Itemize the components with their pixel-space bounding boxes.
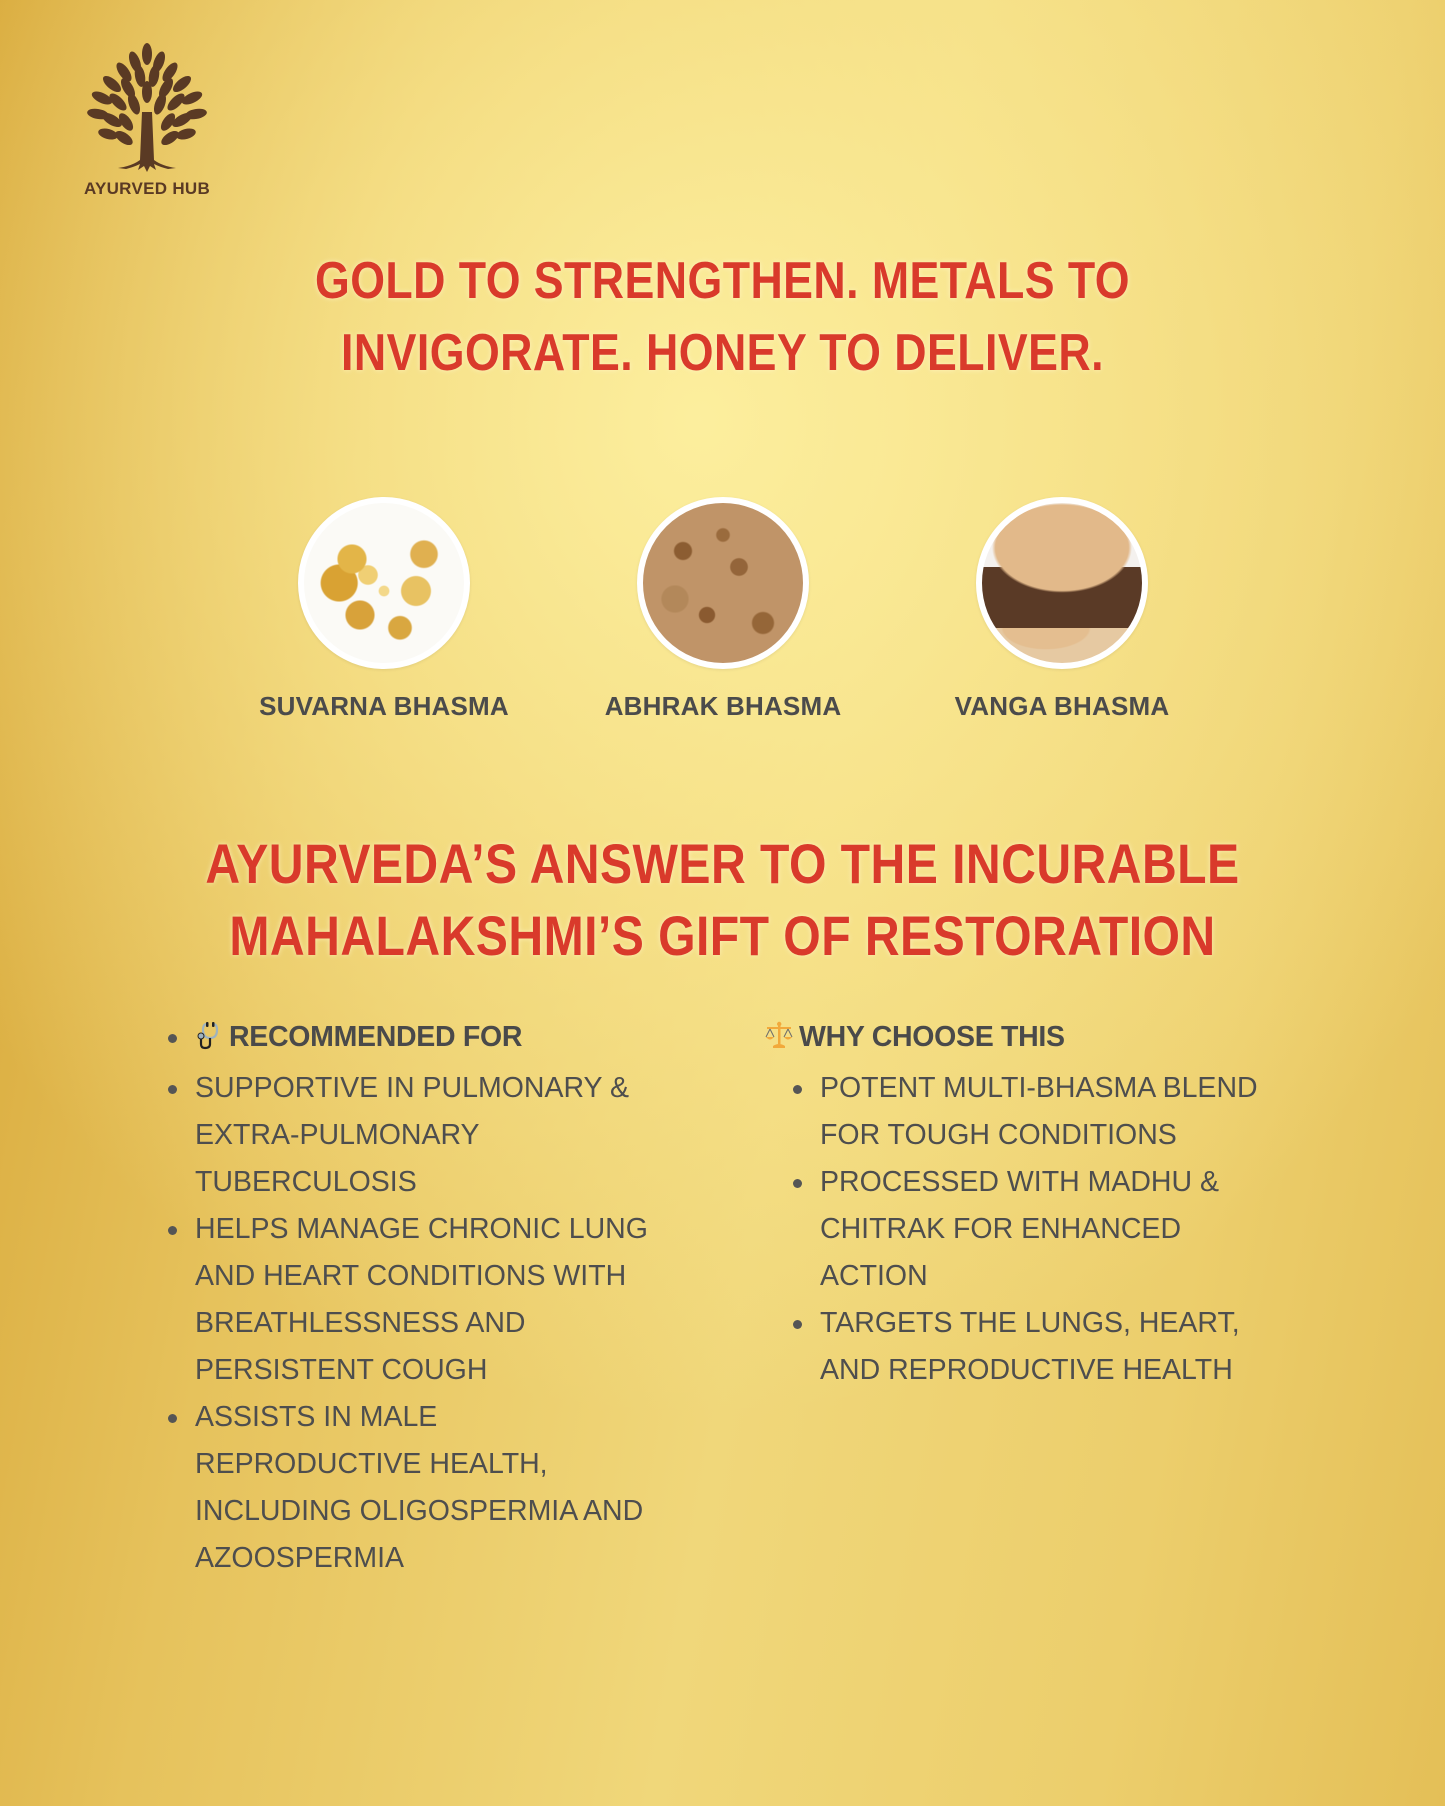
- stethoscope-icon: [195, 1018, 225, 1065]
- ingredient-suvarna: [254, 497, 514, 722]
- list-item: POTENT MULTI-BHASMA BLEND FOR TOUGH CONDITIONS: [793, 1065, 1290, 1159]
- why-choose-heading: [763, 1014, 1323, 1065]
- recommended-heading: [168, 1014, 728, 1065]
- brown-powder-image: [637, 497, 809, 669]
- ingredient-label: SUVARNA BHASMA: [259, 691, 509, 721]
- ingredient-label: VANGA BHASMA: [954, 691, 1170, 721]
- ingredient-vanga: [932, 497, 1192, 722]
- headline-primary-line-2: INVIGORATE. HONEY TO DELIVER.: [341, 324, 1104, 382]
- brand-name: AYURVED HUB: [83, 179, 211, 198]
- headline-primary-line-1: GOLD TO STRENGTHEN. METALS TO: [315, 252, 1130, 310]
- headline-primary: [101, 245, 1344, 389]
- tree-of-life-icon: [82, 42, 212, 177]
- powder-bowl-image: [976, 497, 1148, 669]
- balance-scale-icon: [763, 1018, 795, 1065]
- gold-flakes-image: [298, 497, 470, 669]
- brand-logo: [72, 42, 222, 199]
- headline-secondary-line-2: MAHALAKSHMI’S GIFT OF RESTORATION: [229, 904, 1216, 967]
- recommended-section: [168, 1014, 728, 1582]
- list-item: PROCESSED WITH MADHU & CHITRAK FOR ENHANCED ACTION: [793, 1159, 1240, 1300]
- headline-secondary: [101, 828, 1344, 972]
- recommended-heading-text: RECOMMENDED FOR: [229, 1021, 523, 1053]
- ingredient-abhrak: [593, 497, 853, 722]
- why-choose-section: [763, 1014, 1323, 1394]
- list-item: HELPS MANAGE CHRONIC LUNG AND HEART CONDITIONS WITH BREATHLESSNESS AND PERSISTENT COUGH: [168, 1206, 675, 1394]
- list-item: ASSISTS IN MALE REPRODUCTIVE HEALTH, INCLUDING OLIGOSPERMIA AND AZOOSPERMIA: [168, 1394, 665, 1582]
- list-item: SUPPORTIVE IN PULMONARY & EXTRA-PULMONARY TUBERCULOSIS: [168, 1065, 665, 1206]
- list-item: TARGETS THE LUNGS, HEART, AND REPRODUCTIVE HEALTH: [793, 1300, 1250, 1394]
- why-choose-heading-text: WHY CHOOSE THIS: [799, 1021, 1065, 1053]
- ingredient-label: ABHRAK BHASMA: [604, 691, 842, 721]
- headline-secondary-line-1: AYURVEDA’S ANSWER TO THE INCURABLE: [205, 832, 1240, 895]
